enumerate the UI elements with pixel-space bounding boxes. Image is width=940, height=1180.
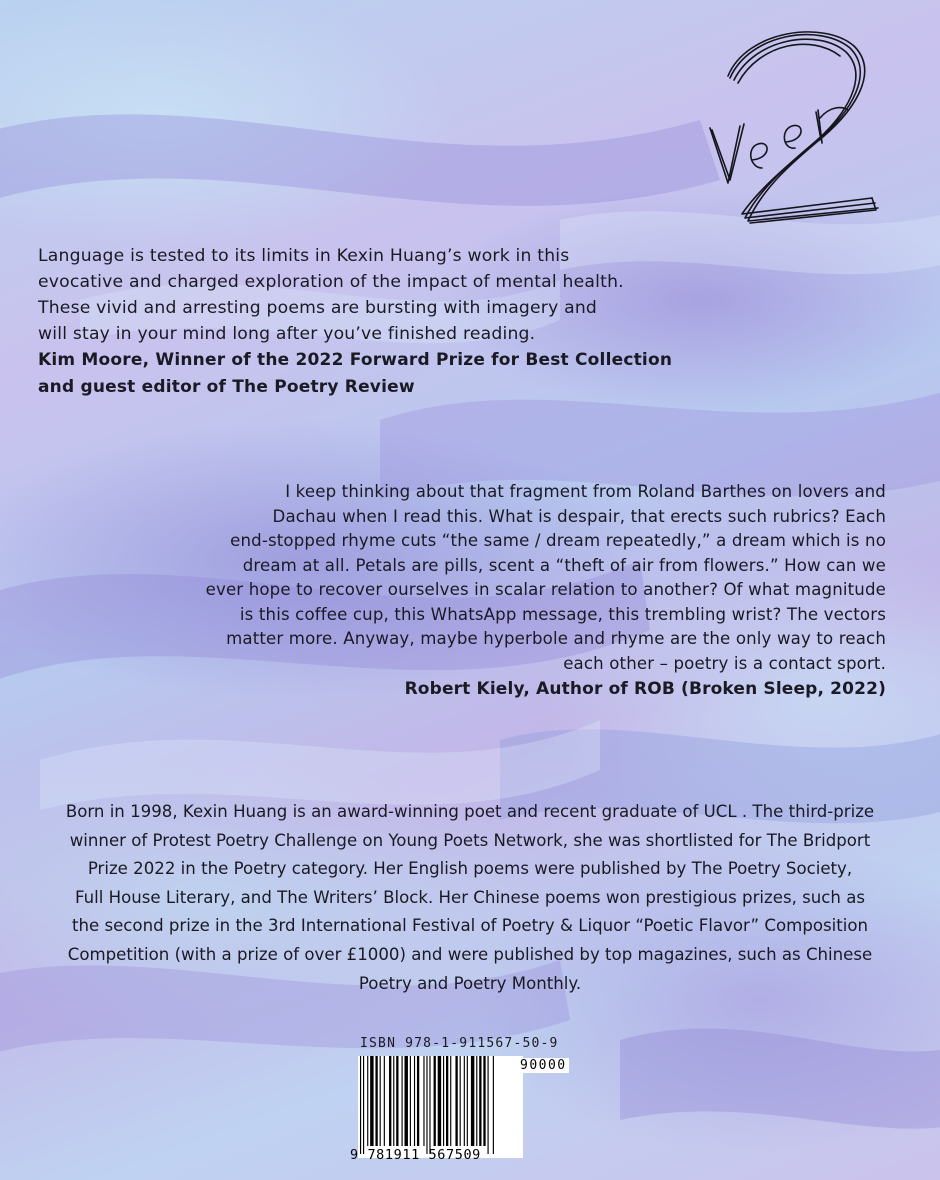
kim-moore-blurb [38, 243, 688, 401]
blurb-line: end-stopped rhyme cuts “the same / dream repeatedly,” a dream which is no [230, 531, 886, 550]
bio-line: the second prize in the 3rd International Festival of Poetry & Liquor “Poetic Flavor” Composition [71, 916, 869, 936]
robert-kiely-blurb [150, 480, 886, 702]
blurb-line: matter more. Anyway, maybe hyperbole and rhyme are the only way to reach [226, 629, 886, 648]
blurb-line: dream at all. Petals are pills, scent a “theft of air from flowers.” How can we [242, 555, 886, 575]
blurb-attribution: Kim Moore, Winner of the 2022 Forward Prize for Best Collection [38, 350, 673, 370]
blurb-line: I keep thinking about that fragment from Roland Barthes on lovers and [285, 482, 886, 501]
blurb-line: each other – poetry is a contact sport. [563, 653, 886, 673]
author-bio [40, 798, 900, 998]
blurb-line: These vivid and arresting poems are bursting with imagery and [38, 298, 598, 318]
bio-line: Born in 1998, Kexin Huang is an award-winning poet and recent graduate of UCL . The third-prize [65, 802, 875, 821]
bio-line: Full House Literary, and The Writers’ Block. Her Chinese poems won prestigious prizes, such as [74, 887, 866, 907]
blurb-line: Dachau when I read this. What is despair, that erects such rubrics? Each [272, 506, 886, 526]
bio-line: winner of Protest Poetry Challenge on Young Poets Network, she was shortlisted for The Bridport [69, 830, 871, 850]
blurb-line: Language is tested to its limits in Kexin Huang’s work in this [38, 246, 570, 266]
blurb-attribution: and guest editor of The Poetry Review [38, 377, 415, 397]
blurb-line: evocative and charged exploration of the impact of mental health. [38, 272, 624, 292]
blurb-line: will stay in your mind long after you’ve finished reading. [38, 324, 536, 344]
blurb-attribution: Robert Kiely, Author of ROB (Broken Sleep, 2022) [404, 679, 886, 699]
price-code: 90000 [520, 1058, 567, 1073]
bio-line: Poetry and Poetry Monthly. [358, 973, 582, 993]
barcode-bars [358, 1056, 523, 1158]
isbn-number: ISBN 978-1-911567-50-9 [360, 1036, 559, 1051]
bio-line: Prize 2022 in the Poetry category. Her English poems were published by The Poetry Society, [87, 859, 853, 879]
veer-2-logo [700, 18, 915, 233]
ean-digits: 9 781911 567509 [350, 1147, 481, 1163]
bio-line: Competition (with a prize of over £1000) and were published by top magazines, such as Chinese [67, 944, 873, 964]
blurb-line: ever hope to recover ourselves in scalar relation to another? Of what magnitude [205, 580, 886, 599]
isbn-barcode [350, 1036, 590, 1168]
blurb-line: is this coffee cup, this WhatsApp message, this trembling wrist? The vectors [239, 604, 886, 624]
